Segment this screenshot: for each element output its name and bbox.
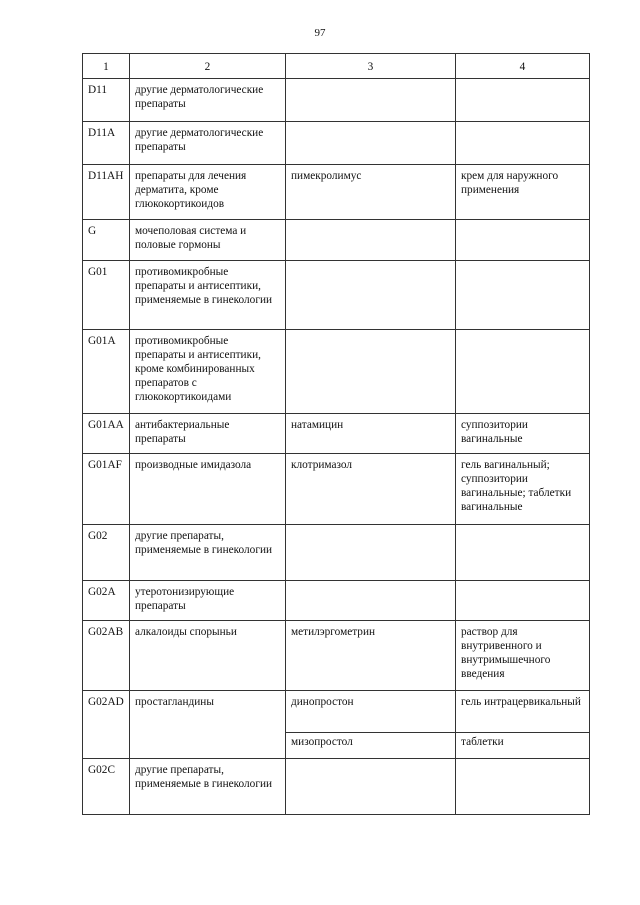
dosage-form-cell: раствор для внутривенного и внутримышечного введения xyxy=(456,621,590,691)
atc-code-cell: D11A xyxy=(83,122,130,165)
dosage-form-cell xyxy=(456,220,590,261)
table-row xyxy=(83,454,590,525)
table-row xyxy=(83,122,590,165)
group-name-cell: другие дерматологические препараты xyxy=(130,122,286,165)
table-row xyxy=(83,330,590,414)
substance-cell: клотримазол xyxy=(286,454,456,525)
table-row xyxy=(83,220,590,261)
substance-cell xyxy=(286,525,456,581)
dosage-form-cell xyxy=(456,525,590,581)
dosage-form-cell xyxy=(456,122,590,165)
table-row xyxy=(83,414,590,454)
table-row xyxy=(83,165,590,220)
atc-code-cell: D11 xyxy=(83,79,130,122)
group-name-cell: производные имидазола xyxy=(130,454,286,525)
substance-cell: натамицин xyxy=(286,414,456,454)
atc-code-cell: G01A xyxy=(83,330,130,414)
dosage-form-cell: гель вагинальный; суппозитории вагинальные; таблетки вагинальные xyxy=(456,454,590,525)
atc-code-cell: G02AD xyxy=(83,691,130,759)
header-col-3: 3 xyxy=(286,54,456,79)
table-row xyxy=(83,525,590,581)
substance-cell xyxy=(286,581,456,621)
dosage-form-cell: гель интрацервикальный xyxy=(456,691,590,733)
group-name-cell: мочеполовая система и половые гормоны xyxy=(130,220,286,261)
group-name-cell: утеротонизирующие препараты xyxy=(130,581,286,621)
substance-cell xyxy=(286,220,456,261)
substance-cell: динопростон xyxy=(286,691,456,733)
substance-cell: метилэргометрин xyxy=(286,621,456,691)
dosage-form-cell: суппозитории вагинальные xyxy=(456,414,590,454)
substance-cell xyxy=(286,261,456,330)
atc-code-cell: G02AB xyxy=(83,621,130,691)
group-name-cell: алкалоиды спорыньи xyxy=(130,621,286,691)
drug-classification-table xyxy=(82,53,590,815)
substance-cell xyxy=(286,330,456,414)
group-name-cell: противомикробные препараты и антисептики, применяемые в гинекологии xyxy=(130,261,286,330)
table-row xyxy=(83,691,590,733)
table-row xyxy=(83,581,590,621)
dosage-form-cell xyxy=(456,261,590,330)
substance-cell xyxy=(286,79,456,122)
atc-code-cell: D11AH xyxy=(83,165,130,220)
substance-cell: мизопростол xyxy=(286,733,456,759)
dosage-form-cell: крем для наружного применения xyxy=(456,165,590,220)
dosage-form-cell xyxy=(456,759,590,815)
group-name-cell: простагландины xyxy=(130,691,286,759)
atc-code-cell: G01AA xyxy=(83,414,130,454)
table-row xyxy=(83,79,590,122)
group-name-cell: противомикробные препараты и антисептики, кроме комбинированных препаратов с глюкокортикоидами xyxy=(130,330,286,414)
group-name-cell: другие препараты, применяемые в гинекологии xyxy=(130,525,286,581)
group-name-cell: антибактериальные препараты xyxy=(130,414,286,454)
table-row xyxy=(83,621,590,691)
table-header-row xyxy=(83,54,590,79)
dosage-form-cell xyxy=(456,79,590,122)
atc-code-cell: G02C xyxy=(83,759,130,815)
header-col-4: 4 xyxy=(456,54,590,79)
substance-cell xyxy=(286,122,456,165)
atc-code-cell: G01 xyxy=(83,261,130,330)
atc-code-cell: G02A xyxy=(83,581,130,621)
atc-code-cell: G01AF xyxy=(83,454,130,525)
table-row xyxy=(83,261,590,330)
substance-cell: пимекролимус xyxy=(286,165,456,220)
atc-code-cell: G02 xyxy=(83,525,130,581)
page-number: 97 xyxy=(314,27,326,39)
dosage-form-cell: таблетки xyxy=(456,733,590,759)
header-col-2: 2 xyxy=(130,54,286,79)
atc-code-cell: G xyxy=(83,220,130,261)
dosage-form-cell xyxy=(456,330,590,414)
dosage-form-cell xyxy=(456,581,590,621)
table-row xyxy=(83,759,590,815)
group-name-cell: другие дерматологические препараты xyxy=(130,79,286,122)
group-name-cell: препараты для лечения дерматита, кроме глюкокортикоидов xyxy=(130,165,286,220)
header-col-1: 1 xyxy=(83,54,130,79)
group-name-cell: другие препараты, применяемые в гинекологии xyxy=(130,759,286,815)
substance-cell xyxy=(286,759,456,815)
